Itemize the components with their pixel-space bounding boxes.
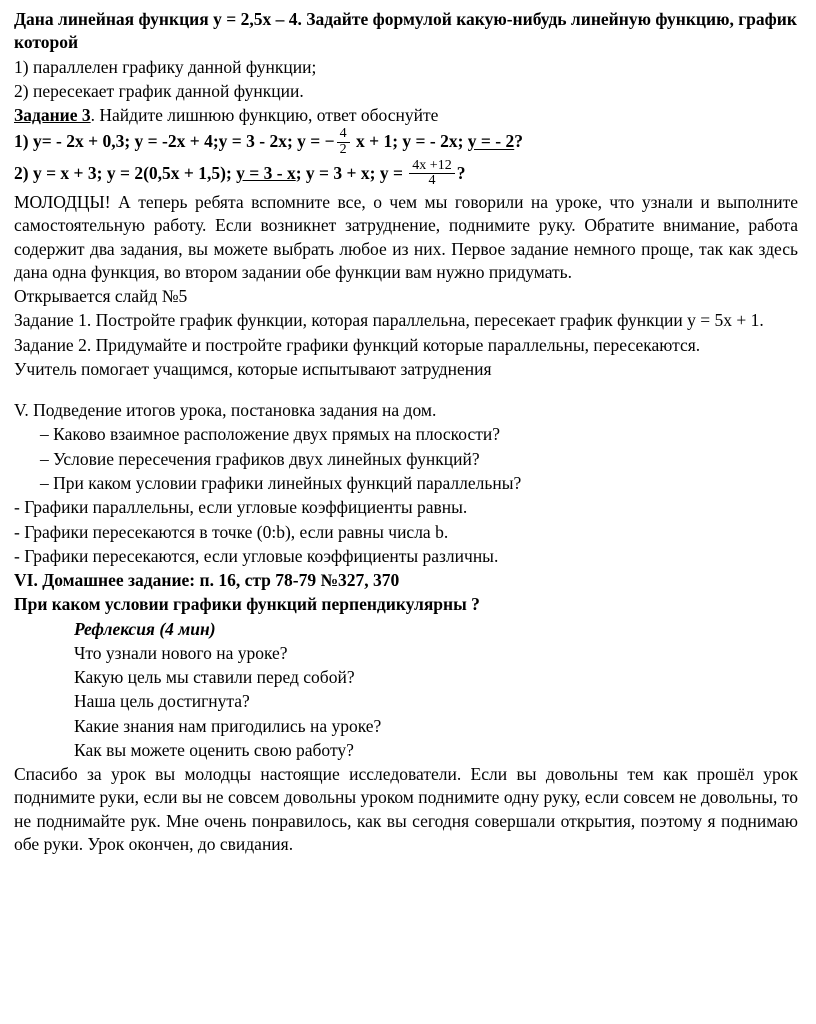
text-run: - Графики пересекаются, если угловые коэффициенты различны. [14,545,499,566]
paragraph-reflection-q4 [14,715,798,738]
fraction [337,127,350,157]
text-run: Спасибо за урок вы молодцы настоящие исследователи. Если вы довольны тем как прошёл урок поднимите руки, если вы не совсем довольны уроком поднимите одну руку, если совсем не довольны, то не поднимайте рук. Мне очень понравилось, как вы сегодня совершали открытия, поэтому я поднимаю обе руки. Урок окончен, до свидания. [14,764,798,854]
text-run: Как вы можете оценить свою работу? [74,739,354,760]
text-run: Что узнали нового на уроке? [74,642,288,663]
paragraph-independent-task-1 [14,309,798,332]
paragraph-reflection-q2 [14,666,798,689]
paragraph-reflection-q1 [14,642,798,665]
paragraph-slide-5 [14,285,798,308]
text-run: VI. Домашнее задание: п. 16, стр 78-79 №327, 370 [14,570,400,591]
paragraph-paragraph-molodcy [14,191,798,284]
text-run: . Найдите лишнюю функцию, ответ обоснуйте [90,105,439,126]
paragraph-question-1 [14,423,798,446]
paragraph-reflection-q3 [14,690,798,713]
text-run: Учитель помогает учащимся, которые испытывают затруднения [14,358,492,379]
text-run: у = - 2 [467,131,515,152]
text-run: При каком условии графики функций перпендикулярны ? [14,594,480,615]
text-run: Задание 3 [14,105,91,126]
text-run: – При каком условии графики линейных функций параллельны? [40,473,522,493]
text-run: ? [514,131,523,152]
paragraph-reflection-q5 [14,739,798,762]
paragraph-section-vi-homework [14,569,798,592]
paragraph-task-linear-item1 [14,56,798,79]
paragraph-independent-task-2 [14,334,798,357]
text-run: Рефлексия (4 мин) [74,618,216,639]
fraction [409,159,454,189]
paragraph-closing-paragraph [14,763,798,856]
fraction-denominator: 4 [409,173,454,189]
text-run: 1) параллелен графику данной функции; [14,56,317,77]
text-run: V. Подведение итогов урока, постановка задания на дом. [14,400,437,421]
text-run: Открывается слайд №5 [14,286,188,307]
paragraph-task-3-heading [14,104,798,127]
paragraph-task-3-row1 [14,128,798,158]
text-run: МОЛОДЦЫ! А теперь ребята вспомните все, о чем мы говорили на уроке, что узнали и выполните самостоятельную работу. Если возникнет затруднение, поднимите руку. Обратите внимание, работа содержит два задания, вы можете выбрать любое из них. Первое задание немного проще, так как здесь дана одна функция, во втором задании обе функции вам нужно придумать. [14,192,798,282]
text-run: Какую цель мы ставили перед собой? [74,667,355,688]
paragraph-teacher-helps [14,358,798,381]
text-run: – Условие пересечения графиков двух линейных функций? [40,448,480,469]
text-run: Задание 2. Придумайте и постройте графики функций которые параллельны, пересекаются. [14,334,701,355]
text-run: Наша цель достигнута? [74,691,250,712]
paragraph-task-linear-item2 [14,80,798,103]
text-run: ; у = 3 + х; у = [295,162,408,183]
text-run: Задание 1. Постройте график функции, которая параллельна, пересекает график функции у = 5х + 1. [14,310,764,331]
text-run: - Графики пересекаются в точке (0:b), если равны числа b. [14,521,449,542]
paragraph-spacer [14,382,798,399]
paragraph-answer-1 [14,496,798,519]
text-run: - Графики параллельны, если угловые коэффициенты равны. [14,497,468,518]
text-run: Дана линейная функция у = 2,5х – 4. Задайте формулой какую-нибудь линейную функцию, график которой [14,9,797,53]
paragraph-question-2 [14,448,798,471]
text-run: − [324,131,335,152]
paragraph-answer-2 [14,521,798,544]
text-run: Какие знания нам пригодились на уроке? [74,715,382,736]
paragraph-answer-3 [14,545,798,568]
paragraph-task-3-row2 [14,157,798,190]
paragraph-section-v [14,399,798,422]
text-run: 2) пересекает график данной функции. [14,80,304,101]
fraction-denominator: 2 [337,142,350,158]
fraction-numerator: 4х +12 [412,157,452,173]
fraction-numerator: 4 [339,126,347,142]
text-run: 1) у= - 2х + 0,3; у = -2х + 4;у = 3 - 2х; у = [14,131,325,152]
text-run: х + 1; у = - 2х; [351,131,468,152]
text-run: у = 3 - х [236,162,296,183]
paragraph-question-3 [14,472,798,495]
paragraph-task-linear-intro [14,8,798,55]
paragraph-perpendicular-question [14,593,798,616]
paragraph-reflection-heading [14,618,798,641]
text-run: 2) у = х + 3; у = 2(0,5х + 1,5); [14,162,237,183]
text-run: ? [456,162,466,183]
text-run: – Каково взаимное расположение двух прямых на плоскости? [40,424,501,445]
document-body [14,8,798,856]
